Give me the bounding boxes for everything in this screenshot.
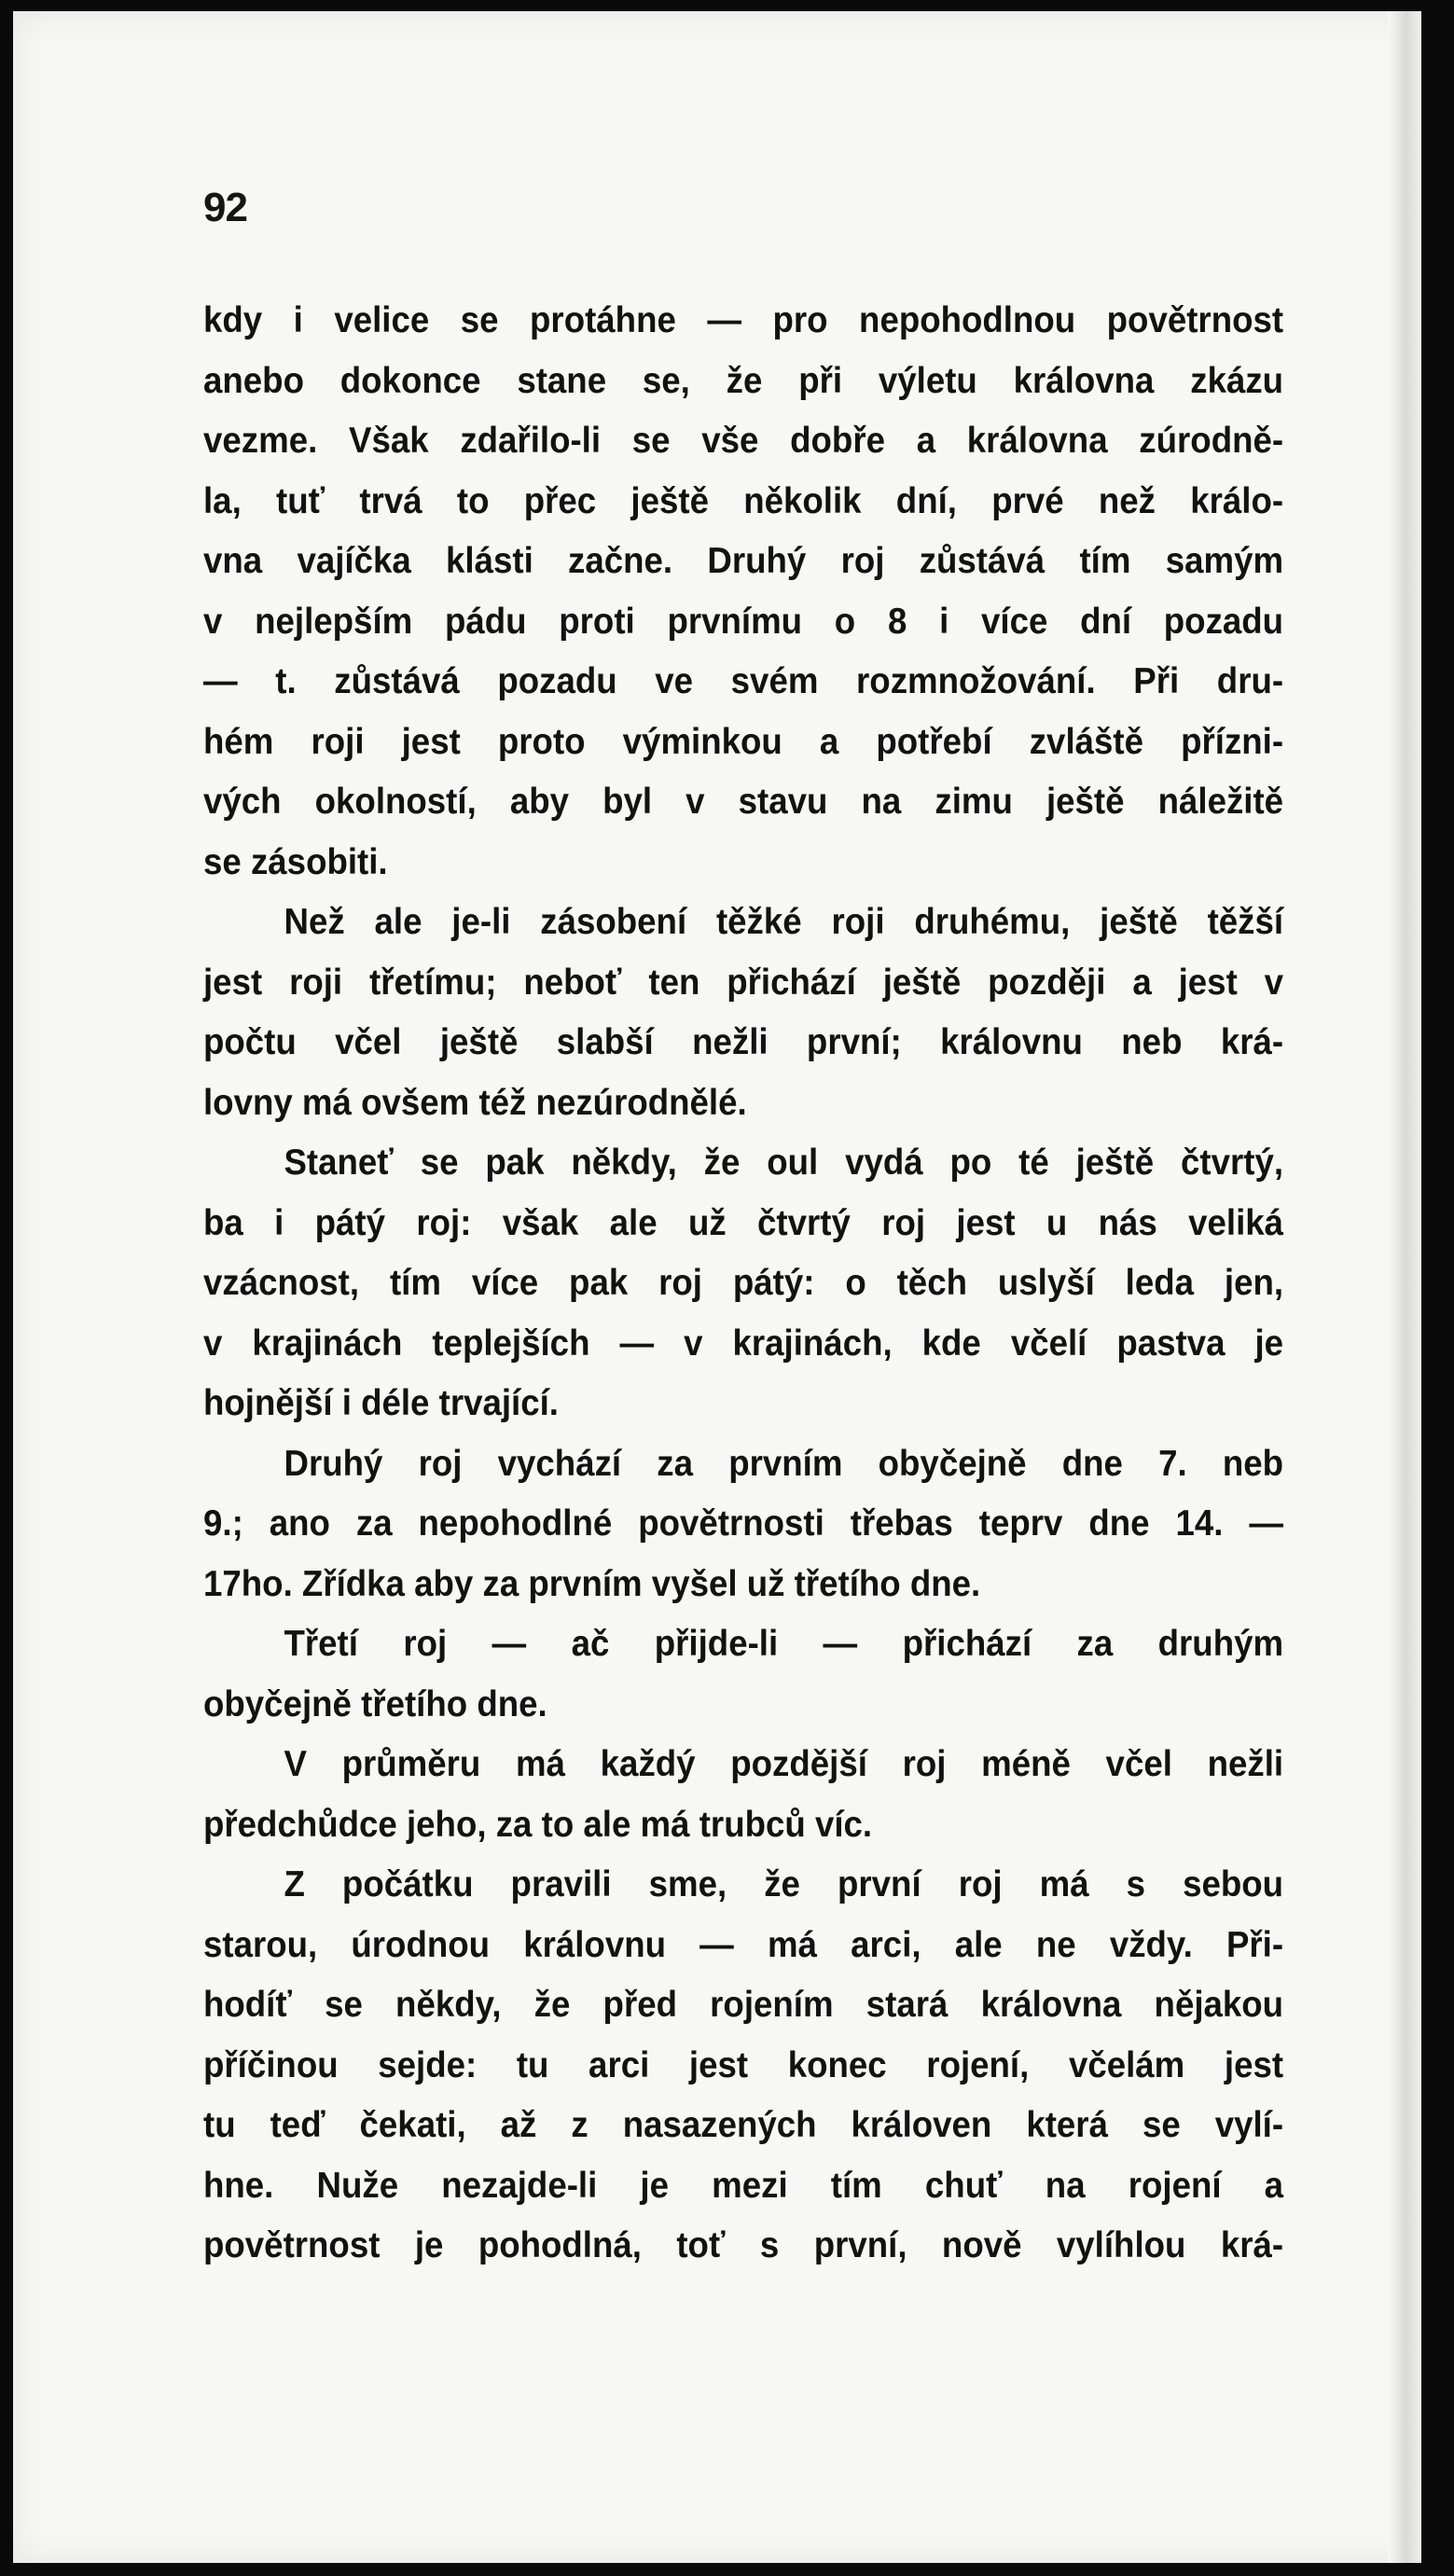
text-line: Z počátku pravili sme, že první roj má s sebou bbox=[284, 1864, 1284, 1904]
text-line: tu teď čekati, až z nasazených královen která se vylí- bbox=[203, 2105, 1284, 2145]
text-line: — t. zůstává pozadu ve svém rozmnožování. Při dru- bbox=[203, 661, 1284, 701]
text-line: obyčejně třetího dne. bbox=[203, 1683, 547, 1724]
text-line: hém roji jest proto výminkou a potřebí zvláště přízni- bbox=[203, 721, 1284, 762]
text-line: Staneť se pak někdy, že oul vydá po té ještě čtvrtý, bbox=[284, 1143, 1284, 1183]
book-page bbox=[13, 11, 1421, 2563]
text-line: ba i pátý roj: však ale už čtvrtý roj jest u nás veliká bbox=[203, 1202, 1284, 1243]
text-line: la, tuť trvá to přec ještě několik dní, prvé než králo- bbox=[203, 480, 1284, 521]
body-text bbox=[203, 291, 1283, 2277]
text-line: jest roji třetímu; neboť ten přichází ještě později a jest v bbox=[203, 962, 1284, 1003]
text-line: anebo dokonce stane se, že při výletu královna zkázu bbox=[203, 360, 1284, 401]
page-number: 92 bbox=[203, 185, 247, 230]
text-line: hojnější i déle trvající. bbox=[203, 1383, 559, 1423]
text-line: se zásobiti. bbox=[203, 841, 388, 882]
text-line: 9.; ano za nepohodlné povětrnosti třebas teprv dne 14. — bbox=[203, 1503, 1284, 1544]
text-line: Druhý roj vychází za prvním obyčejně dne 7. neb bbox=[284, 1443, 1284, 1484]
text-line: starou, úrodnou královnu — má arci, ale ne vždy. Při- bbox=[203, 1924, 1284, 1965]
text-line: příčinou sejde: tu arci jest konec rojení, včelám jest bbox=[203, 2044, 1284, 2085]
text-line: hodíť se někdy, že před rojením stará královna nějakou bbox=[203, 1985, 1284, 2025]
text-line: Třetí roj — ač přijde-li — přichází za druhým bbox=[284, 1624, 1284, 1664]
text-line: předchůdce jeho, za to ale má trubců víc. bbox=[203, 1804, 873, 1845]
text-line: lovny má ovšem též nezúrodnělé. bbox=[203, 1082, 747, 1123]
text-line: Než ale je-li zásobení těžké roji druhému, ještě těžší bbox=[284, 902, 1284, 942]
text-line: 17ho. Zřídka aby za prvním vyšel už třetího dne. bbox=[203, 1563, 981, 1604]
text-line: V průměru má každý pozdější roj méně včel nežli bbox=[284, 1744, 1284, 1784]
text-line: v krajinách teplejších — v krajinách, kde včelí pastva je bbox=[203, 1323, 1284, 1364]
text-line: hne. Nuže nezajde-li je mezi tím chuť na rojení a bbox=[203, 2165, 1284, 2206]
text-line: povětrnost je pohodlná, toť s první, nově vylíhlou krá- bbox=[203, 2225, 1284, 2265]
text-line: v nejlepším pádu proti prvnímu o 8 i více dní pozadu bbox=[203, 601, 1284, 642]
text-line: vna vajíčka klásti začne. Druhý roj zůstává tím samým bbox=[203, 541, 1284, 581]
text-line: vezme. Však zdařilo-li se vše dobře a královna zúrodně- bbox=[203, 421, 1284, 461]
text-line: vých okolností, aby byl v stavu na zimu ještě náležitě bbox=[203, 782, 1284, 822]
text-line: počtu včel ještě slabší nežli první; královnu neb krá- bbox=[203, 1022, 1284, 1062]
text-line: vzácnost, tím více pak roj pátý: o těch uslyší leda jen, bbox=[203, 1263, 1284, 1303]
text-line: kdy i velice se protáhne — pro nepohodlnou povětrnost bbox=[203, 300, 1284, 340]
page-edge-shadow bbox=[1388, 11, 1421, 2563]
